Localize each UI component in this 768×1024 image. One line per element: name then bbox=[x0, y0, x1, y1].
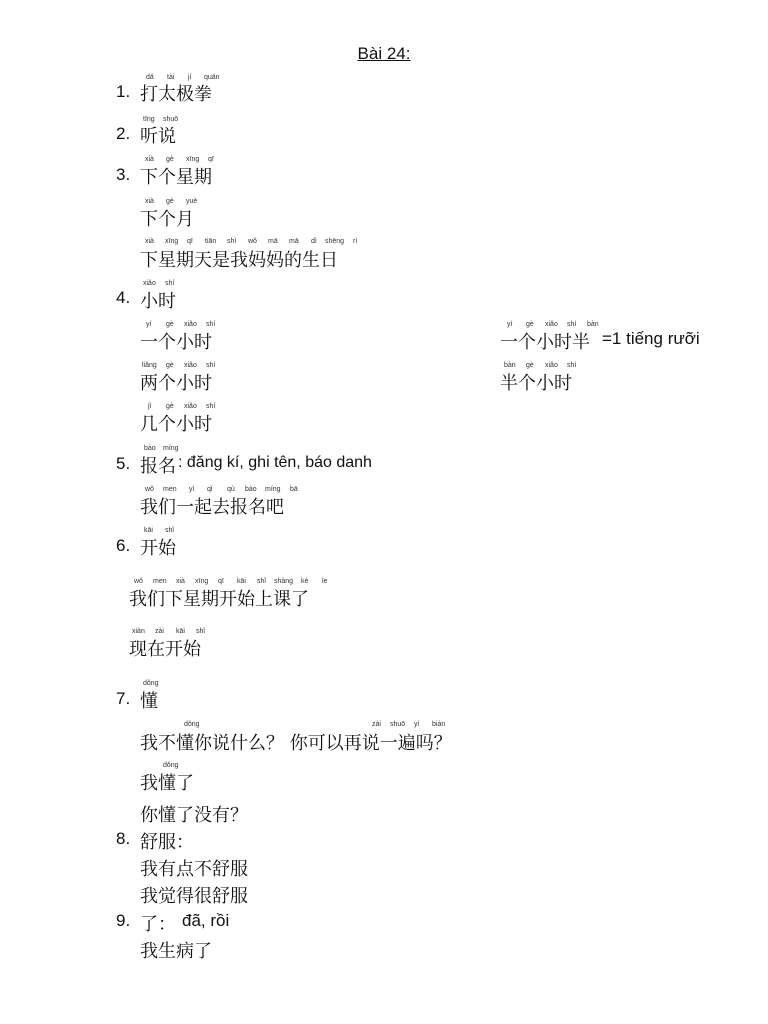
pinyin: dì bbox=[311, 238, 317, 245]
hanzi: 开始 bbox=[140, 538, 176, 559]
hanzi: 我们下星期开始上课了 bbox=[129, 589, 309, 610]
pinyin: dǒng bbox=[163, 762, 179, 769]
pinyin: kāi bbox=[176, 628, 185, 635]
pinyin: míng bbox=[265, 486, 281, 493]
item-number-9: 9. bbox=[116, 911, 131, 930]
pinyin: xiǎo bbox=[184, 362, 197, 369]
pinyin: xīng bbox=[165, 238, 179, 245]
item-number-8: 8. bbox=[116, 829, 131, 848]
pinyin: gè bbox=[166, 403, 174, 410]
page-title: Bài 24: bbox=[357, 44, 411, 63]
pinyin: wǒ bbox=[134, 578, 143, 585]
pinyin: wǒ bbox=[248, 238, 257, 245]
pinyin: xīng bbox=[195, 578, 209, 585]
pinyin: zài bbox=[155, 628, 164, 635]
pinyin: gè bbox=[166, 156, 174, 163]
pinyin: shí bbox=[206, 362, 216, 369]
pinyin: mā bbox=[268, 238, 278, 245]
hanzi: 我懂了 bbox=[140, 773, 194, 794]
pinyin: gè bbox=[166, 321, 174, 328]
item-number-6: 6. bbox=[116, 536, 131, 555]
pinyin: bā bbox=[290, 486, 298, 493]
pinyin: bàn bbox=[504, 362, 516, 369]
hanzi: 半个小时 bbox=[500, 373, 572, 394]
pinyin: shǐ bbox=[196, 628, 205, 635]
hanzi: 一个小时 bbox=[140, 332, 212, 353]
pinyin: xiǎo bbox=[143, 280, 156, 287]
pinyin: xīng bbox=[186, 156, 200, 163]
pinyin: shí bbox=[206, 403, 216, 410]
pinyin: shǐ bbox=[257, 578, 266, 585]
pinyin: shí bbox=[567, 362, 577, 369]
pinyin: shēng bbox=[325, 238, 345, 245]
pinyin: yí bbox=[507, 321, 513, 328]
pinyin: qī bbox=[187, 238, 193, 245]
hanzi: 两个小时 bbox=[140, 373, 212, 394]
pinyin: yí bbox=[146, 321, 152, 328]
pinyin: quán bbox=[204, 74, 220, 81]
pinyin: gè bbox=[166, 198, 174, 205]
item-number-2: 2. bbox=[116, 124, 131, 143]
pinyin: dǒng bbox=[184, 721, 200, 728]
pinyin: bào bbox=[245, 486, 257, 493]
pinyin: men bbox=[163, 486, 177, 493]
pinyin: gè bbox=[166, 362, 174, 369]
sentence-ni-dong-le: 你懂了没有？ bbox=[140, 805, 248, 826]
pinyin: míng bbox=[163, 445, 179, 452]
pinyin: jí bbox=[188, 74, 192, 81]
pinyin: gè bbox=[526, 321, 534, 328]
word-shufu: 舒服： bbox=[140, 832, 194, 853]
hanzi: 打太极拳 bbox=[140, 84, 212, 105]
pinyin: yì bbox=[189, 486, 195, 493]
pinyin: shǐ bbox=[165, 527, 174, 534]
pinyin: biàn bbox=[432, 721, 446, 728]
pinyin: shì bbox=[227, 238, 237, 245]
pinyin: xià bbox=[176, 578, 185, 585]
pinyin: qī bbox=[208, 156, 214, 163]
pinyin: shàng bbox=[274, 578, 294, 585]
hanzi: 报名 bbox=[140, 456, 176, 477]
hanzi: 我不懂你说什么？ 你可以再说一遍吗？ bbox=[140, 733, 452, 754]
hanzi: 下星期天是我妈妈的生日 bbox=[140, 250, 338, 271]
pinyin: xiǎo bbox=[545, 321, 558, 328]
pinyin: xià bbox=[145, 238, 154, 245]
pinyin: le bbox=[322, 578, 328, 585]
hanzi: 一个小时半 bbox=[500, 332, 590, 353]
pinyin: xiǎo bbox=[184, 403, 197, 410]
hanzi: 下个月 bbox=[140, 209, 194, 230]
pinyin: bàn bbox=[587, 321, 599, 328]
hanzi: 懂 bbox=[140, 691, 158, 712]
hanzi: 我们一起去报名吧 bbox=[140, 497, 284, 518]
item-number-4: 4. bbox=[116, 288, 131, 307]
item-number-3: 3. bbox=[116, 165, 131, 184]
pinyin: xià bbox=[145, 156, 154, 163]
pinyin: tài bbox=[167, 74, 175, 81]
meaning-note: =1 tiếng rưỡi bbox=[602, 329, 700, 348]
hanzi: 小时 bbox=[140, 291, 176, 312]
item-number-7: 7. bbox=[116, 689, 131, 708]
pinyin: men bbox=[153, 578, 167, 585]
pinyin: zài bbox=[372, 721, 381, 728]
pinyin: dǎ bbox=[146, 74, 154, 81]
pinyin: kāi bbox=[237, 578, 246, 585]
pinyin: yí bbox=[414, 721, 420, 728]
pinyin: bào bbox=[144, 445, 156, 452]
pinyin: tīng bbox=[143, 116, 155, 123]
pinyin: kè bbox=[301, 578, 309, 585]
hanzi: 下个星期 bbox=[140, 167, 212, 188]
sentence-shufu-1: 我有点不舒服 bbox=[140, 859, 248, 880]
pinyin: shuō bbox=[163, 116, 179, 123]
pinyin: qǐ bbox=[207, 486, 213, 493]
pinyin: xiǎo bbox=[184, 321, 197, 328]
hanzi: 几个小时 bbox=[140, 414, 212, 435]
pinyin: shuō bbox=[390, 721, 406, 728]
pinyin: gè bbox=[526, 362, 534, 369]
meaning-note: : đăng kí, ghi tên, báo danh bbox=[178, 454, 372, 471]
pinyin: mā bbox=[289, 238, 299, 245]
item-number-1: 1. bbox=[116, 82, 131, 101]
pinyin: kāi bbox=[144, 527, 153, 534]
word-le: 了： bbox=[140, 914, 176, 935]
pinyin: shí bbox=[206, 321, 216, 328]
pinyin: tiān bbox=[205, 238, 217, 245]
sentence-le: 我生病了 bbox=[140, 941, 212, 962]
pinyin: wǒ bbox=[145, 486, 154, 493]
pinyin: shí bbox=[567, 321, 577, 328]
pinyin: xiàn bbox=[132, 628, 145, 635]
meaning-note-le: đã, rồi bbox=[182, 911, 230, 930]
pinyin: dǒng bbox=[143, 680, 159, 687]
hanzi: 现在开始 bbox=[129, 639, 201, 660]
pinyin: qù bbox=[227, 486, 235, 493]
pinyin: rì bbox=[353, 238, 358, 245]
pinyin: xiǎo bbox=[545, 362, 558, 369]
sentence-shufu-2: 我觉得很舒服 bbox=[140, 886, 248, 907]
pinyin: shí bbox=[165, 280, 175, 287]
item-number-5: 5. bbox=[116, 454, 131, 473]
pinyin: qī bbox=[218, 578, 224, 585]
hanzi: 听说 bbox=[140, 126, 176, 147]
pinyin: yuè bbox=[186, 198, 198, 205]
pinyin: xià bbox=[145, 198, 154, 205]
pinyin: jǐ bbox=[148, 403, 152, 410]
pinyin: liǎng bbox=[142, 362, 157, 369]
